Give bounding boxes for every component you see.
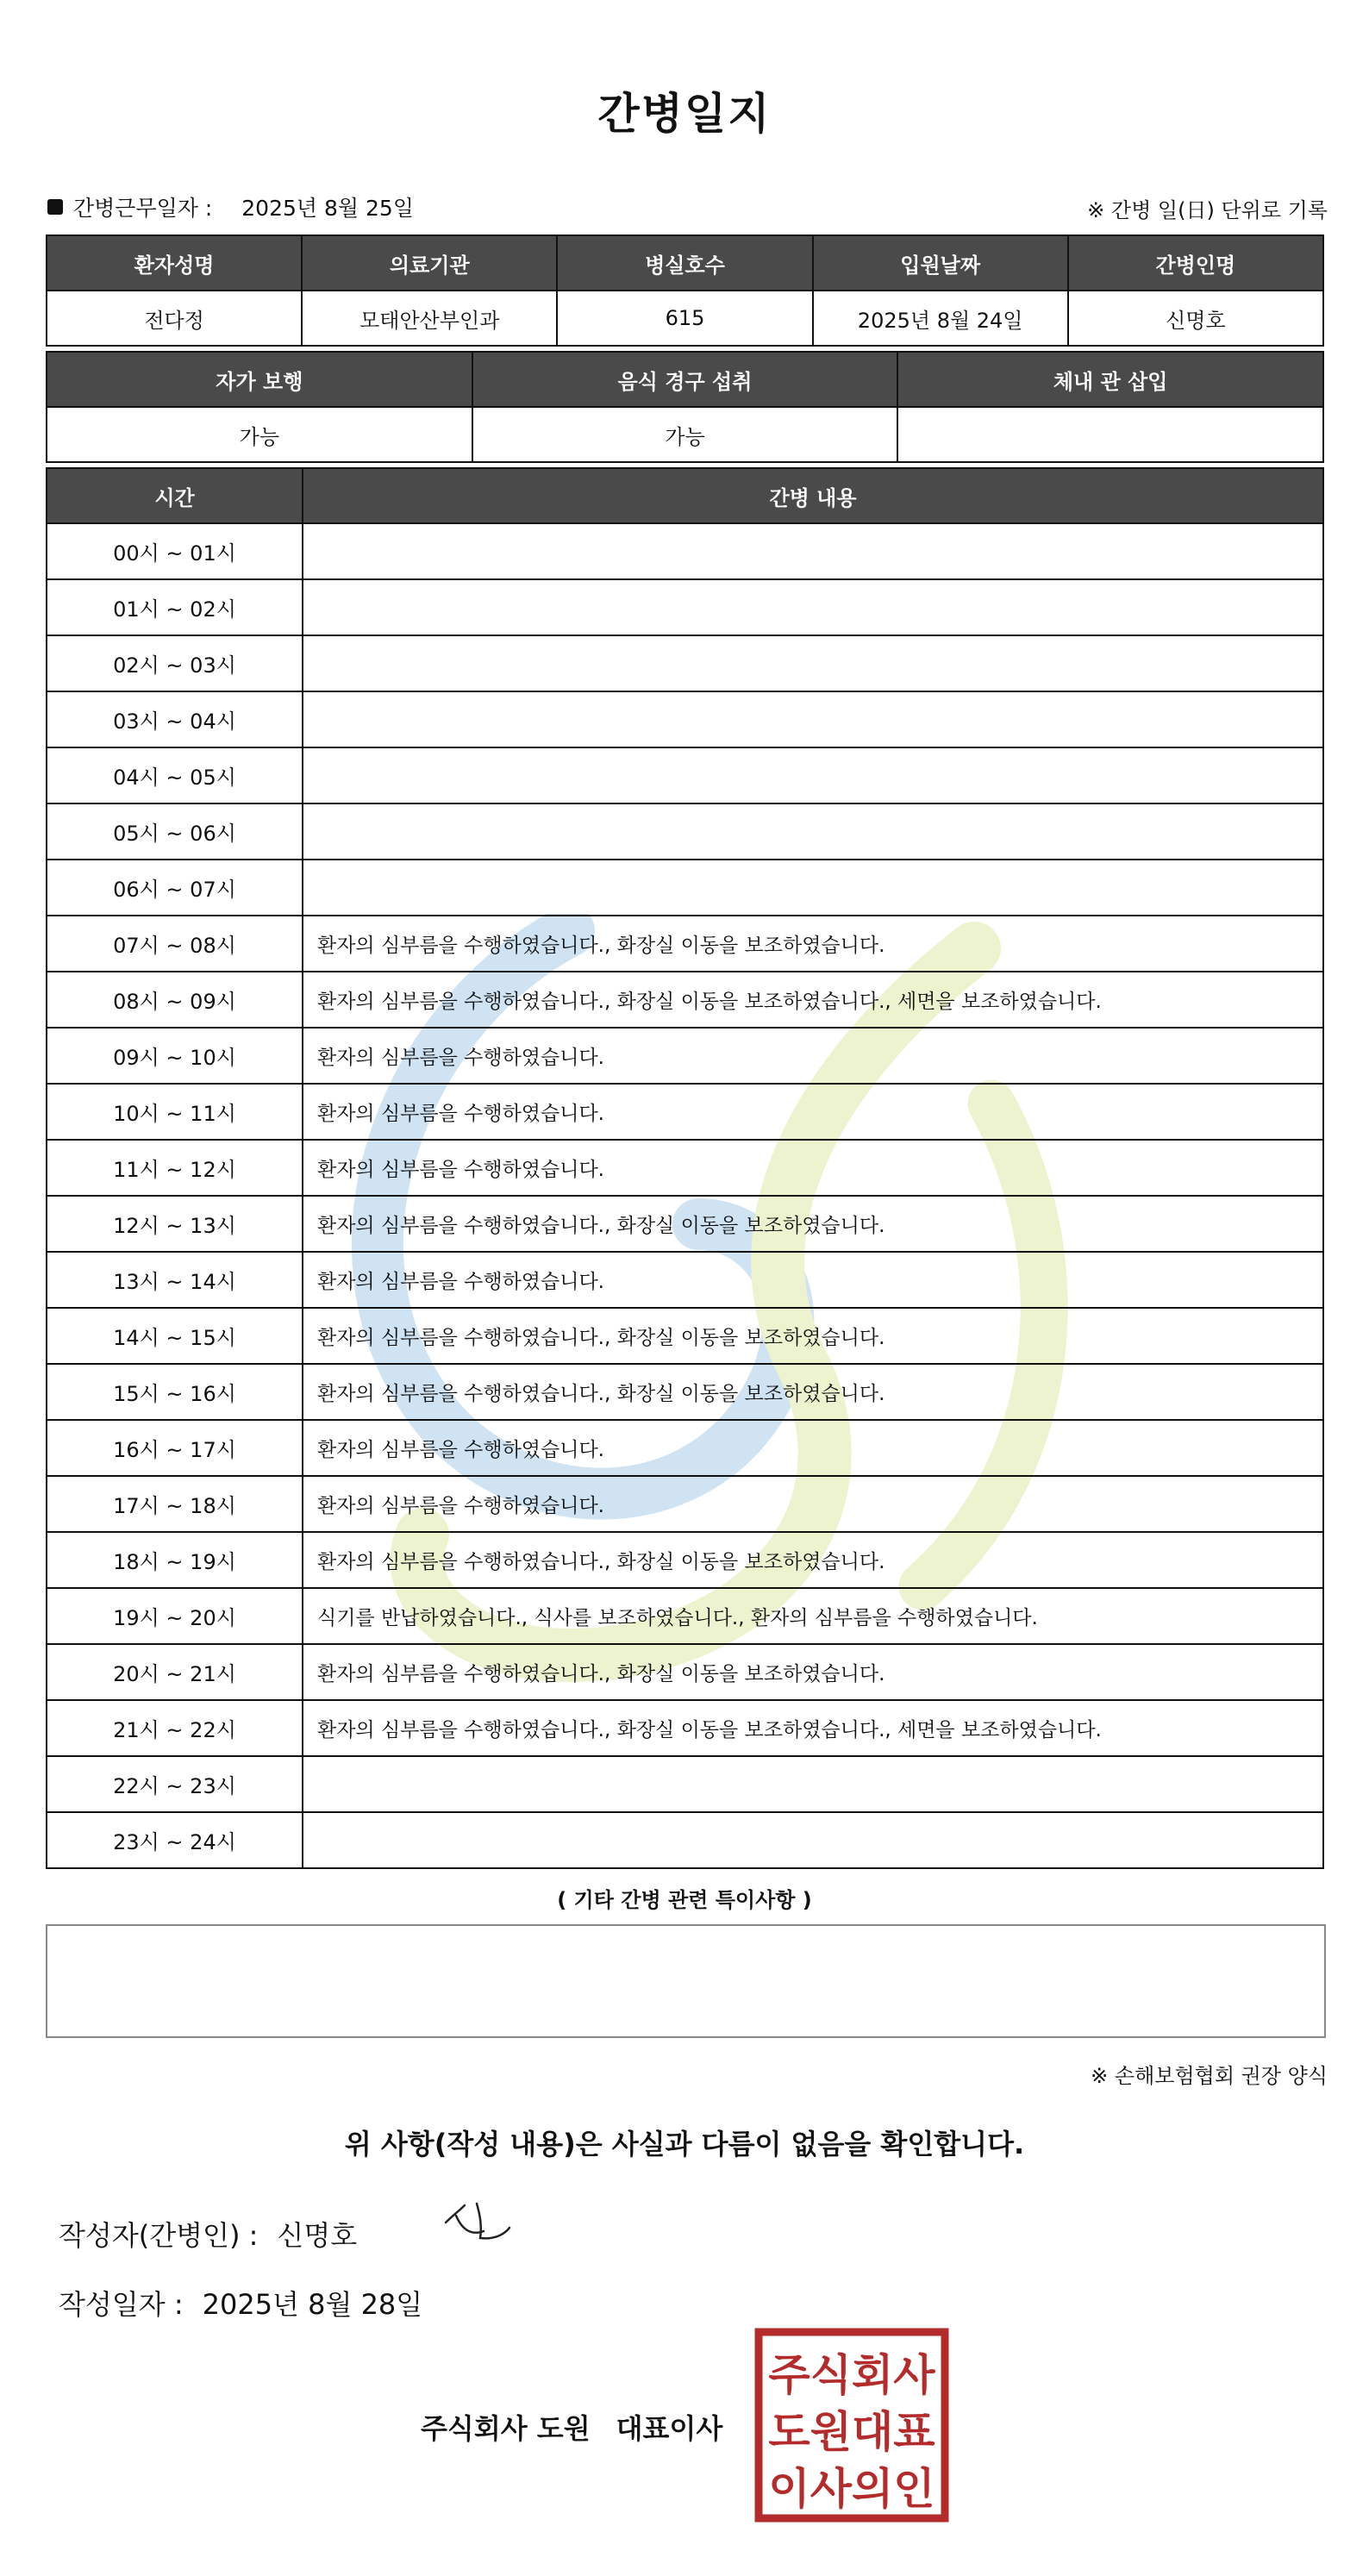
table-row	[47, 1028, 1323, 1084]
time-cell: 12시 ~ 13시	[47, 1196, 303, 1252]
content-cell	[303, 635, 1323, 691]
time-cell: 23시 ~ 24시	[47, 1812, 303, 1868]
page-title: 간병일지	[597, 89, 772, 139]
special-notes-title: ( 기타 간병 관련 특이사항 )	[557, 1888, 812, 1912]
company-line	[421, 2407, 722, 2447]
patient-status-table	[46, 351, 1324, 463]
content-cell	[303, 523, 1323, 579]
time-cell: 19시 ~ 20시	[47, 1588, 303, 1644]
work-date-label: 간병근무일자 :	[73, 196, 213, 221]
content-cell: 환자의 심부름을 수행하였습니다.	[303, 1252, 1323, 1308]
table-row	[47, 1476, 1323, 1532]
unit-note: ※ 간병 일(日) 단위로 기록	[1087, 198, 1328, 222]
caregiver-name: 신명호	[1068, 291, 1323, 346]
square-bullet-icon	[47, 199, 63, 215]
stamp-text-line: 주식회사	[768, 2350, 935, 2400]
time-cell: 20시 ~ 21시	[47, 1644, 303, 1700]
table-row	[47, 1700, 1323, 1756]
room-number: 615	[557, 291, 812, 346]
content-cell: 환자의 심부름을 수행하였습니다., 화장실 이동을 보조하였습니다.	[303, 1644, 1323, 1700]
content-cell	[303, 747, 1323, 803]
header-caregiver: 간병인명	[1068, 235, 1323, 291]
time-cell: 06시 ~ 07시	[47, 860, 303, 916]
signature	[435, 2197, 513, 2248]
content-cell	[303, 860, 1323, 916]
time-cell: 02시 ~ 03시	[47, 635, 303, 691]
table-row	[47, 523, 1323, 579]
time-cell: 17시 ~ 18시	[47, 1476, 303, 1532]
writer-name: 신명호	[277, 2219, 358, 2252]
time-cell: 14시 ~ 15시	[47, 1308, 303, 1364]
content-cell	[303, 579, 1323, 635]
content-cell: 환자의 심부름을 수행하였습니다., 화장실 이동을 보조하였습니다., 세면을 보조하였습니다.	[303, 972, 1323, 1028]
special-notes-box	[46, 1924, 1326, 2038]
table-row	[47, 579, 1323, 635]
content-cell	[303, 691, 1323, 747]
content-cell	[303, 803, 1323, 860]
table-row	[47, 972, 1323, 1028]
content-cell: 환자의 심부름을 수행하였습니다., 화장실 이동을 보조하였습니다.	[303, 1308, 1323, 1364]
table-row	[47, 1812, 1323, 1868]
written-date-line	[59, 2283, 422, 2323]
table-row	[47, 1644, 1323, 1700]
written-date: 2025년 8월 28일	[202, 2288, 423, 2321]
content-cell: 환자의 심부름을 수행하였습니다.	[303, 1140, 1323, 1196]
header-admission-date: 입원날짜	[813, 235, 1068, 291]
time-cell: 09시 ~ 10시	[47, 1028, 303, 1084]
content-cell: 환자의 심부름을 수행하였습니다., 화장실 이동을 보조하였습니다.	[303, 1364, 1323, 1420]
stamp-text-line: 이사의인	[768, 2464, 935, 2514]
time-cell: 01시 ~ 02시	[47, 579, 303, 635]
time-cell: 00시 ~ 01시	[47, 523, 303, 579]
writer-line	[59, 2214, 357, 2254]
header-care-content: 간병 내용	[303, 468, 1323, 523]
time-cell: 21시 ~ 22시	[47, 1700, 303, 1756]
table-row	[47, 803, 1323, 860]
table-row	[47, 1420, 1323, 1476]
time-cell: 16시 ~ 17시	[47, 1420, 303, 1476]
time-cell: 10시 ~ 11시	[47, 1084, 303, 1140]
table-row	[47, 1308, 1323, 1364]
walking-status: 가능	[47, 407, 472, 462]
content-cell	[303, 1812, 1323, 1868]
content-cell: 환자의 심부름을 수행하였습니다., 화장실 이동을 보조하였습니다., 세면을 보조하였습니다.	[303, 1700, 1323, 1756]
time-cell: 15시 ~ 16시	[47, 1364, 303, 1420]
table-row	[47, 1588, 1323, 1644]
content-cell: 환자의 심부름을 수행하였습니다.	[303, 1420, 1323, 1476]
time-cell: 03시 ~ 04시	[47, 691, 303, 747]
time-cell: 05시 ~ 06시	[47, 803, 303, 860]
patient-info-table	[46, 234, 1324, 347]
care-log-table	[46, 467, 1324, 1869]
time-cell: 18시 ~ 19시	[47, 1532, 303, 1588]
confirmation-statement: 위 사항(작성 내용)은 사실과 다름이 없음을 확인합니다.	[344, 2128, 1025, 2160]
tube-status	[897, 407, 1323, 462]
header-time: 시간	[47, 468, 303, 523]
content-cell: 환자의 심부름을 수행하였습니다., 화장실 이동을 보조하였습니다.	[303, 916, 1323, 972]
header-oral-intake: 음식 경구 섭취	[472, 352, 898, 407]
header-room: 병실호수	[557, 235, 812, 291]
table-row	[47, 635, 1323, 691]
written-date-label: 작성일자 :	[59, 2288, 184, 2321]
content-cell: 환자의 심부름을 수행하였습니다., 화장실 이동을 보조하였습니다.	[303, 1532, 1323, 1588]
table-row	[47, 1252, 1323, 1308]
oral-intake-status: 가능	[472, 407, 898, 462]
content-cell: 환자의 심부름을 수행하였습니다., 화장실 이동을 보조하였습니다.	[303, 1196, 1323, 1252]
table-row	[47, 1196, 1323, 1252]
standard-form-note: ※ 손해보험협회 권장 양식	[1091, 2064, 1328, 2088]
header-tube: 체내 관 삽입	[897, 352, 1323, 407]
table-row	[47, 1084, 1323, 1140]
table-row	[47, 691, 1323, 747]
work-date	[47, 191, 414, 222]
content-cell: 식기를 반납하였습니다., 식사를 보조하였습니다., 환자의 심부름을 수행하였습니다.	[303, 1588, 1323, 1644]
content-cell: 환자의 심부름을 수행하였습니다.	[303, 1028, 1323, 1084]
header-patient-name: 환자성명	[47, 235, 302, 291]
hospital: 모태안산부인과	[302, 291, 557, 346]
time-cell: 11시 ~ 12시	[47, 1140, 303, 1196]
time-cell: 13시 ~ 14시	[47, 1252, 303, 1308]
time-cell: 04시 ~ 05시	[47, 747, 303, 803]
content-cell	[303, 1756, 1323, 1812]
company-name: 주식회사 도원	[421, 2412, 591, 2445]
ceo-title: 대표이사	[616, 2412, 723, 2445]
time-cell: 07시 ~ 08시	[47, 916, 303, 972]
table-row	[47, 747, 1323, 803]
table-row	[47, 1140, 1323, 1196]
table-row	[47, 1756, 1323, 1812]
time-cell: 22시 ~ 23시	[47, 1756, 303, 1812]
table-row	[47, 860, 1323, 916]
content-cell: 환자의 심부름을 수행하였습니다.	[303, 1476, 1323, 1532]
table-row	[47, 916, 1323, 972]
header-walking: 자가 보행	[47, 352, 472, 407]
stamp-text-line: 도원대표	[768, 2407, 935, 2457]
table-row	[47, 1364, 1323, 1420]
header-hospital: 의료기관	[302, 235, 557, 291]
admission-date: 2025년 8월 24일	[813, 291, 1068, 346]
writer-label: 작성자(간병인) :	[59, 2219, 259, 2252]
time-cell: 08시 ~ 09시	[47, 972, 303, 1028]
work-date-value: 2025년 8월 25일	[241, 196, 414, 221]
company-seal-stamp	[754, 2328, 949, 2523]
patient-name: 전다정	[47, 291, 302, 346]
table-row	[47, 1532, 1323, 1588]
content-cell: 환자의 심부름을 수행하였습니다.	[303, 1084, 1323, 1140]
